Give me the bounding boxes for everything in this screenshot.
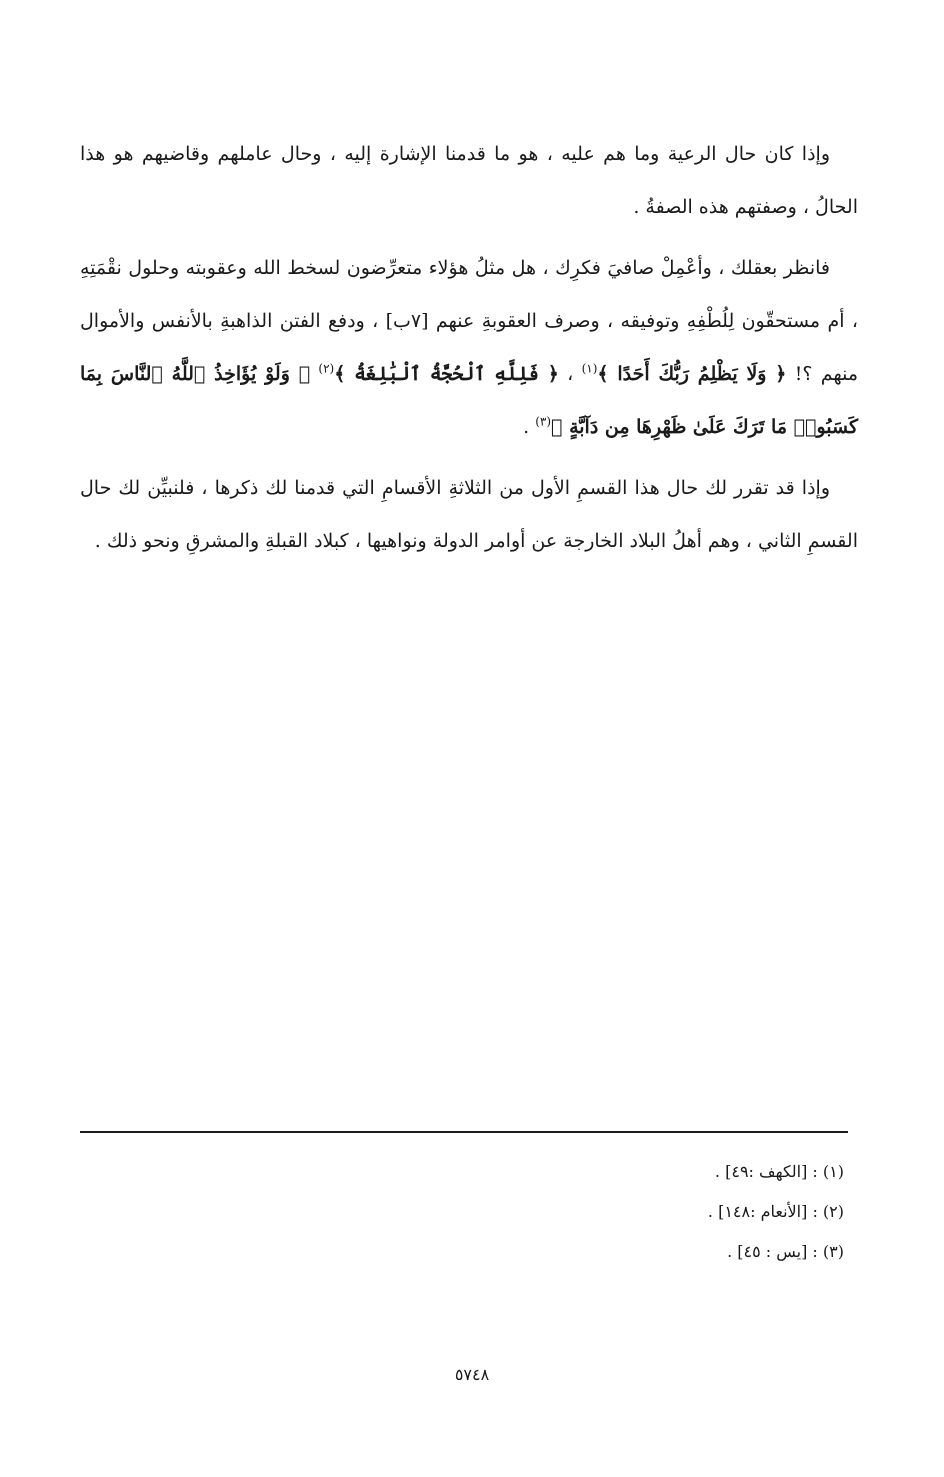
main-text bbox=[80, 128, 858, 568]
quran-verse-3: ﴿ وَلَوْ يُؤَاخِذُ ٱللَّهُ ٱلنَّاسَ بِمَا كَسَبُوا۟ مَا تَرَكَ عَلَىٰ ظَهْرِهَا مِن دَآبَّةٍ ﴾ bbox=[80, 363, 858, 438]
page-number: ٥٧٤٨ bbox=[454, 1365, 490, 1384]
paragraph-2-end: . bbox=[523, 416, 530, 438]
footnote-ref-3: (٣) bbox=[535, 414, 552, 429]
footnotes bbox=[344, 1152, 844, 1272]
footnote-2: (٢) : [الأنعام :١٤٨] . bbox=[707, 1202, 844, 1221]
paragraph-3 bbox=[80, 462, 858, 568]
quran-verse-2: ﴿ فَلِلَّهِ ٱلْحُجَّةُ ٱلْبَٰلِغَةُ ﴾ bbox=[334, 363, 559, 385]
paragraph-2 bbox=[80, 242, 858, 454]
footnote-ref-2: (٢) bbox=[318, 361, 335, 376]
paragraph-1 bbox=[80, 128, 858, 234]
paragraph-2-text: فانظر بعقلك ، وأعْمِلْ صافيَ فكرِك ، هل مثلُ هؤلاء متعرِّضون لسخط الله وعقوبته وحلول نقْمَتِهِ ، أم مستحقّون لِلُطْفِهِ وتوفيقه ، وصرف العقوبةِ عنهم [٧ب] ، ودفع الفتن الذاهبةِ بالأنفس والأموال منهم ؟! bbox=[80, 257, 859, 385]
paragraph-3-text: وإذا قد تقرر لك حال هذا القسمِ الأول من الثلاثةِ الأقسامِ التي قدمنا لك ذكرها ، فلنبيِّن لك حال القسمِ الثاني ، وهم أهلُ البلاد الخارجة عن أوامر الدولة ونواهيها ، كبلاد القبلةِ والمشرقِ ونحو ذلك . bbox=[80, 477, 858, 552]
paragraph-1-text: وإذا كان حال الرعية وما هم عليه ، هو ما قدمنا الإشارة إليه ، وحال عاملهم وقاضيهم هو هذا الحالُ ، وصفتهم هذه الصفةُ . bbox=[80, 143, 858, 218]
footnote-3: (٣) : [يس : ٤٥] . bbox=[727, 1242, 844, 1261]
footnote-ref-1: (١) bbox=[581, 361, 598, 376]
footnote-divider bbox=[80, 1131, 848, 1133]
footnote-1: (١) : [الكهف :٤٩] . bbox=[714, 1162, 844, 1181]
verse-separator: ، bbox=[567, 363, 574, 385]
quran-verse-1: ﴿ وَلَا يَظْلِمُ رَبُّكَ أَحَدًا ﴾ bbox=[597, 363, 787, 385]
